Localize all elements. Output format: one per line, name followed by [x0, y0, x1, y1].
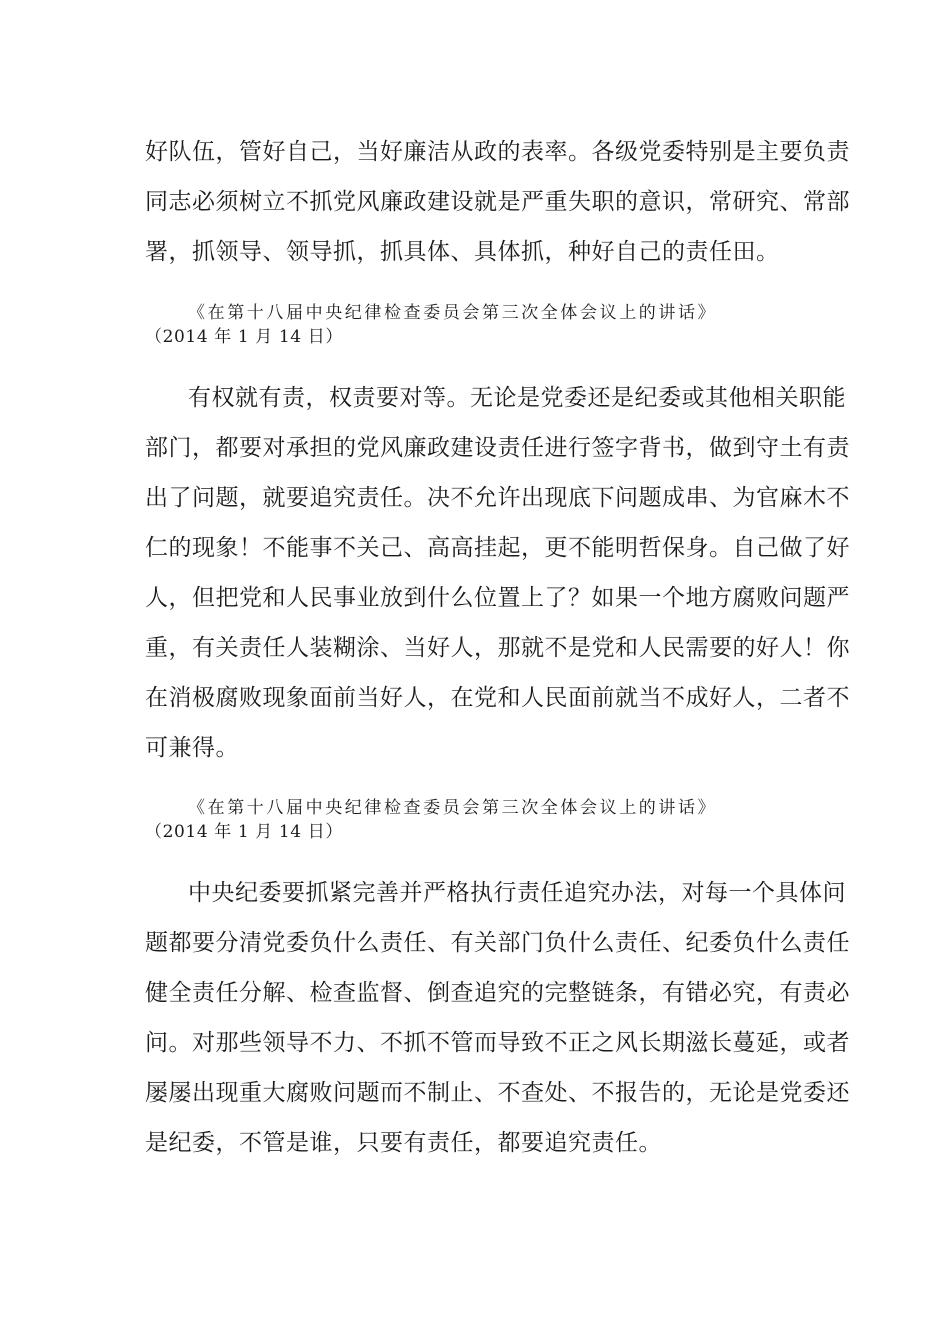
paragraph-3-line-6: 是纪委，不管是谁，只要有责任，都要追究责任。: [145, 1130, 662, 1156]
paragraph-1-line-2: 同志必须树立不抓党风廉政建设就是严重失职的意识，常研究、常部: [145, 189, 850, 215]
paragraph-3-line-2: 题都要分清党委负什么责任、有关部门负什么责任、纪委负什么责任: [145, 930, 850, 956]
paragraph-2-line-1: 有权就有责，权责要对等。无论是党委还是纪委或其他相关职能: [188, 385, 846, 411]
paragraph-3-line-1: 中央纪委要抓紧完善并严格执行责任追究办法，对每一个具体问: [188, 880, 846, 906]
paragraph-3-line-4: 问。对那些领导不力、不抓不管而导致不正之风长期滋长蔓延，或者: [145, 1030, 850, 1056]
paragraph-2-line-7: 在消极腐败现象面前当好人，在党和人民面前就当不成好人，二者不: [145, 685, 850, 711]
citation-1-date: （2014 年 1 月 14 日）: [145, 327, 343, 347]
citation-1-title: 《在第十八届中央纪律检查委员会第三次全体会议上的讲话》: [188, 303, 718, 323]
paragraph-1-line-1: 好队伍，管好自己，当好廉洁从政的表率。各级党委特别是主要负责: [145, 139, 850, 165]
paragraph-3-line-5: 屡屡出现重大腐败问题而不制止、不查处、不报告的，无论是党委还: [145, 1080, 850, 1106]
paragraph-2-line-8: 可兼得。: [145, 735, 239, 761]
paragraph-2-line-4: 仁的现象！不能事不关己、高高挂起，更不能明哲保身。自己做了好: [145, 535, 850, 561]
paragraph-2-line-6: 重，有关责任人装糊涂、当好人，那就不是党和人民需要的好人！你: [145, 635, 850, 661]
paragraph-1-line-3: 署，抓领导、领导抓，抓具体、具体抓，种好自己的责任田。: [145, 239, 780, 265]
citation-2-date: （2014 年 1 月 14 日）: [145, 822, 343, 842]
paragraph-2-line-3: 出了问题，就要追究责任。决不允许出现底下问题成串、为官麻木不: [145, 485, 850, 511]
paragraph-3-line-3: 健全责任分解、检查监督、倒查追究的完整链条，有错必究，有责必: [145, 980, 850, 1006]
citation-2-title: 《在第十八届中央纪律检查委员会第三次全体会议上的讲话》: [188, 798, 718, 818]
paragraph-2-line-2: 部门，都要对承担的党风廉政建设责任进行签字背书，做到守土有责: [145, 435, 850, 461]
paragraph-2-line-5: 人，但把党和人民事业放到什么位置上了？如果一个地方腐败问题严: [145, 585, 850, 611]
